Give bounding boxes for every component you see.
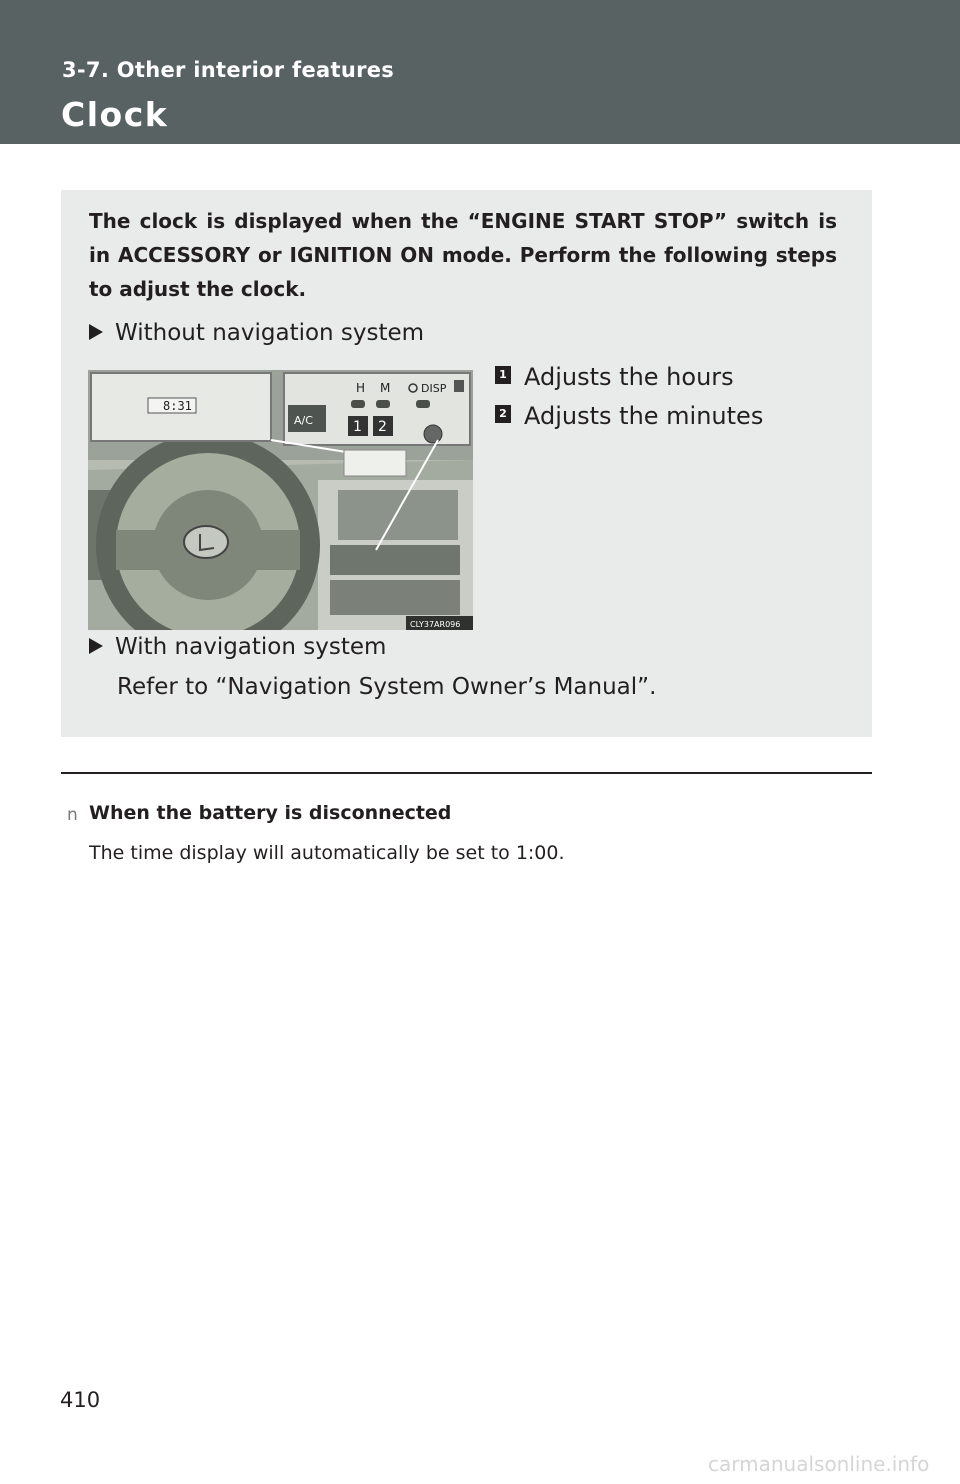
with-nav-heading (89, 634, 386, 660)
watermark: carmanualsonline.info (708, 1452, 930, 1476)
page-header (0, 0, 960, 144)
svg-text:2: 2 (378, 419, 387, 435)
dashboard-illustration (88, 370, 473, 630)
page-title: Clock (61, 95, 169, 134)
callout-number-badge: 1 (495, 366, 511, 384)
without-nav-label: Without navigation system (115, 320, 425, 346)
section-divider (61, 772, 872, 774)
callout-minutes (495, 402, 763, 430)
without-nav-heading (89, 320, 424, 346)
callout-number-badge: 2 (495, 405, 511, 423)
note-title: When the battery is disconnected (89, 802, 452, 824)
button-ac-label: A/C (294, 414, 313, 427)
dashboard-image (88, 370, 473, 630)
section-label: 3-7. Other interior features (62, 58, 395, 82)
with-nav-label: With navigation system (115, 634, 387, 660)
triangle-bullet-icon (89, 638, 103, 654)
button-m-label: M (380, 381, 391, 395)
info-panel (61, 190, 872, 737)
svg-text:1: 1 (353, 419, 362, 435)
callout-minutes-text: Adjusts the minutes (524, 402, 764, 430)
button-disp-label: DISP (421, 382, 447, 395)
triangle-bullet-icon (89, 324, 103, 340)
with-nav-reference: Refer to “Navigation System Owner’s Manual”. (117, 674, 657, 700)
intro-text: The clock is displayed when the “ENGINE START STOP” switch is in ACCESSORY or IGNITION ON mode. Perform the following steps to adjust the clock. (89, 209, 837, 301)
callout-hours-text: Adjusts the hours (524, 363, 734, 391)
callout-hours (495, 363, 734, 391)
figure-code: CLY37AR096 (410, 620, 461, 629)
note-body: The time display will automatically be set to 1:00. (89, 842, 565, 864)
note-marker-icon: n (67, 805, 78, 825)
button-h-label: H (356, 381, 366, 395)
clock-display-text: 8:31 (163, 399, 192, 413)
page-number: 410 (60, 1388, 101, 1412)
